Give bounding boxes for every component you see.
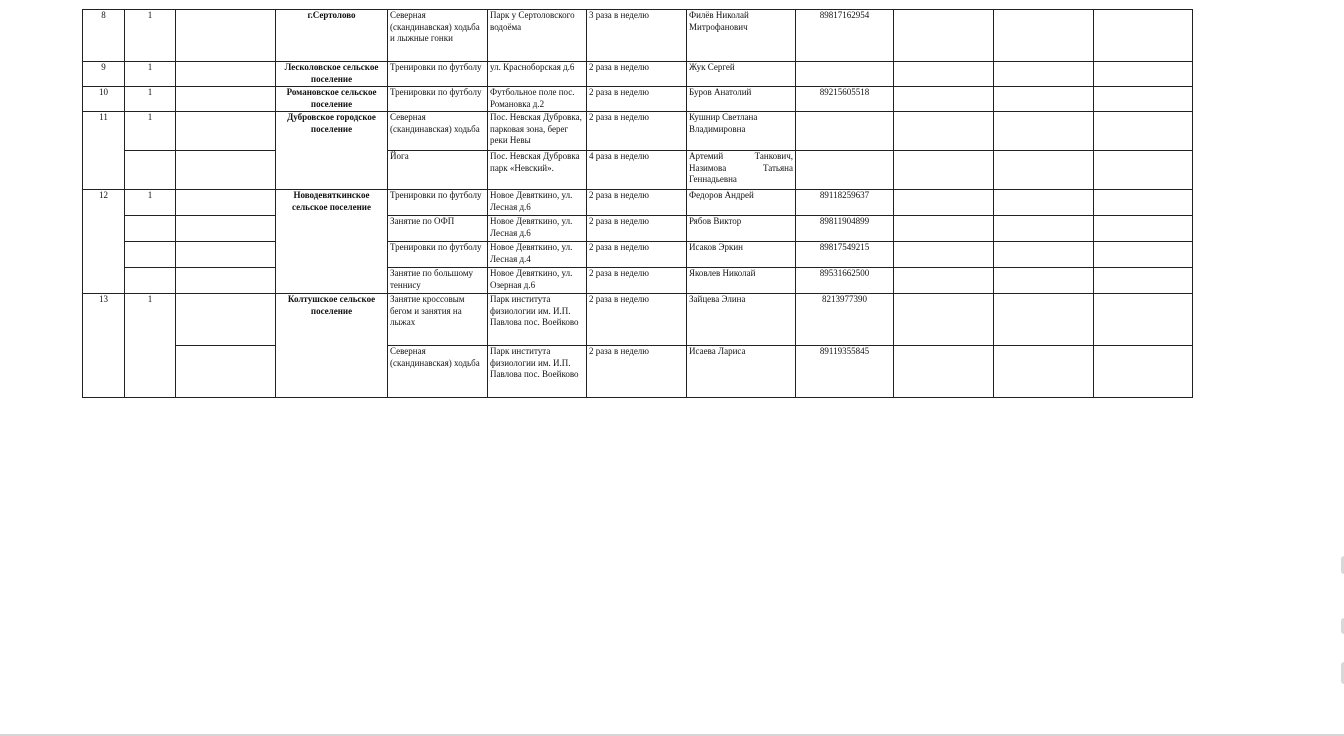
contact-person-cell: Кушнир Светлана Владимировна [687, 112, 796, 151]
activities-table [82, 9, 1193, 398]
table-row [83, 294, 1193, 346]
phone-cell: 89119355845 [796, 346, 894, 398]
municipality-cell: Романовское сельское поселение [276, 87, 388, 112]
table-row [83, 112, 1193, 151]
empty-cell [176, 62, 276, 87]
phone-cell [796, 62, 894, 87]
table-row [83, 62, 1193, 87]
frequency-cell: 2 раза в неделю [587, 87, 687, 112]
contact-person-cell: Рябов Виктор [687, 216, 796, 242]
empty-cell [125, 242, 176, 268]
contact-person-cell: Буров Анатолий [687, 87, 796, 112]
empty-cell [994, 346, 1094, 398]
table-row [83, 216, 1193, 242]
empty-cell [176, 10, 276, 62]
place-cell: Новое Девяткино, ул. Озерная д.6 [488, 268, 587, 294]
empty-cell [994, 62, 1094, 87]
contact-person-cell: Артемий Танкович, Назимова Татьяна Геннадьевна [687, 151, 796, 190]
empty-cell [176, 112, 276, 151]
table-row [83, 268, 1193, 294]
empty-cell [1094, 190, 1193, 216]
table-row [83, 87, 1193, 112]
empty-cell [176, 190, 276, 216]
empty-cell [1094, 346, 1193, 398]
contact-person-cell: Исаева Лариса [687, 346, 796, 398]
municipality-cell: Новодевяткинское сельское поселение [276, 190, 388, 294]
empty-cell [994, 190, 1094, 216]
empty-cell [176, 268, 276, 294]
activity-cell: Занятие по ОФП [388, 216, 488, 242]
activity-cell: Тренировки по футболу [388, 87, 488, 112]
place-cell: ул. Красноборская д.6 [488, 62, 587, 87]
row-number: 8 [83, 10, 125, 62]
frequency-cell: 2 раза в неделю [587, 62, 687, 87]
place-cell: Новое Девяткино, ул. Лесная д.6 [488, 216, 587, 242]
place-cell: Пос. Невская Дубровка парк «Невский». [488, 151, 587, 190]
table-row [83, 346, 1193, 398]
row-number: 13 [83, 294, 125, 398]
place-cell: Новое Девяткино, ул. Лесная д.4 [488, 242, 587, 268]
place-cell: Новое Девяткино, ул. Лесная д.6 [488, 190, 587, 216]
place-cell: Футбольное поле пос. Романовка д.2 [488, 87, 587, 112]
municipality-cell: Лесколовское сельское поселение [276, 62, 388, 87]
activity-cell: Тренировки по футболу [388, 62, 488, 87]
empty-cell [176, 151, 276, 190]
contact-person-cell: Исаков Эркин [687, 242, 796, 268]
place-cell: Парк института физиологии им. И.П. Павлова пос. Воейково [488, 346, 587, 398]
municipality-cell: Дубровское городское поселение [276, 112, 388, 190]
empty-cell [894, 190, 994, 216]
activity-cell: Занятие по большому теннису [388, 268, 488, 294]
contact-person-cell: Филёв Николай Митрофанович [687, 10, 796, 62]
frequency-cell: 2 раза в неделю [587, 216, 687, 242]
phone-cell: 89215605518 [796, 87, 894, 112]
row-quantity: 1 [125, 190, 176, 216]
activity-cell: Северная (скандинавская) ходьба [388, 112, 488, 151]
frequency-cell: 2 раза в неделю [587, 242, 687, 268]
place-cell: Парк института физиологии им. И.П. Павлова пос. Воейково [488, 294, 587, 346]
frequency-cell: 2 раза в неделю [587, 112, 687, 151]
table-row [83, 242, 1193, 268]
empty-cell [1094, 294, 1193, 346]
frequency-cell: 2 раза в неделю [587, 294, 687, 346]
contact-person-cell: Жук Сергей [687, 62, 796, 87]
phone-cell: 8213977390 [796, 294, 894, 346]
contact-person-cell: Зайцева Элина [687, 294, 796, 346]
municipality-cell: г.Сертолово [276, 10, 388, 62]
row-quantity: 1 [125, 62, 176, 87]
empty-cell [176, 294, 276, 346]
row-number: 10 [83, 87, 125, 112]
phone-cell: 89817549215 [796, 242, 894, 268]
empty-cell [994, 10, 1094, 62]
frequency-cell: 3 раза в неделю [587, 10, 687, 62]
empty-cell [894, 10, 994, 62]
empty-cell [894, 346, 994, 398]
empty-cell [1094, 151, 1193, 190]
empty-cell [1094, 242, 1193, 268]
row-number: 11 [83, 112, 125, 190]
empty-cell [125, 268, 176, 294]
empty-cell [1094, 268, 1193, 294]
activity-cell: Северная (скандинавская) ходьба [388, 346, 488, 398]
frequency-cell: 2 раза в неделю [587, 268, 687, 294]
frequency-cell: 2 раза в неделю [587, 346, 687, 398]
empty-cell [894, 242, 994, 268]
empty-cell [894, 151, 994, 190]
empty-cell [176, 87, 276, 112]
empty-cell [894, 62, 994, 87]
empty-cell [994, 151, 1094, 190]
empty-cell [894, 294, 994, 346]
empty-cell [1094, 10, 1193, 62]
phone-cell: 89531662500 [796, 268, 894, 294]
empty-cell [176, 216, 276, 242]
empty-cell [894, 112, 994, 151]
empty-cell [176, 242, 276, 268]
row-quantity: 1 [125, 294, 176, 398]
empty-cell [125, 216, 176, 242]
contact-person-cell: Федоров Андрей [687, 190, 796, 216]
row-number: 9 [83, 62, 125, 87]
row-number: 12 [83, 190, 125, 294]
empty-cell [894, 216, 994, 242]
empty-cell [994, 112, 1094, 151]
empty-cell [176, 346, 276, 398]
contact-person-cell: Яковлев Николай [687, 268, 796, 294]
activity-cell: Йога [388, 151, 488, 190]
activity-cell: Северная (скандинавская) ходьба и лыжные гонки [388, 10, 488, 62]
empty-cell [1094, 62, 1193, 87]
activity-cell: Занятие кроссовым бегом и занятия на лыжах [388, 294, 488, 346]
empty-cell [994, 242, 1094, 268]
place-cell: Пос. Невская Дубровка, парковая зона, берег реки Невы [488, 112, 587, 151]
empty-cell [894, 87, 994, 112]
phone-cell: 89118259637 [796, 190, 894, 216]
empty-cell [994, 294, 1094, 346]
table-row [83, 151, 1193, 190]
phone-cell: 89817162954 [796, 10, 894, 62]
frequency-cell: 2 раза в неделю [587, 190, 687, 216]
empty-cell [994, 87, 1094, 112]
municipality-cell: Колтушское сельское поселение [276, 294, 388, 398]
table-row [83, 190, 1193, 216]
row-quantity: 1 [125, 112, 176, 151]
empty-cell [1094, 112, 1193, 151]
row-quantity: 1 [125, 87, 176, 112]
phone-cell: 89811904899 [796, 216, 894, 242]
activity-cell: Тренировки по футболу [388, 190, 488, 216]
empty-cell [994, 268, 1094, 294]
place-cell: Парк у Сертоловского водоёма [488, 10, 587, 62]
table-row [83, 10, 1193, 62]
empty-cell [994, 216, 1094, 242]
frequency-cell: 4 раза в неделю [587, 151, 687, 190]
phone-cell [796, 151, 894, 190]
row-quantity: 1 [125, 10, 176, 62]
empty-cell [125, 151, 176, 190]
activity-cell: Тренировки по футболу [388, 242, 488, 268]
empty-cell [1094, 87, 1193, 112]
phone-cell [796, 112, 894, 151]
empty-cell [894, 268, 994, 294]
empty-cell [1094, 216, 1193, 242]
